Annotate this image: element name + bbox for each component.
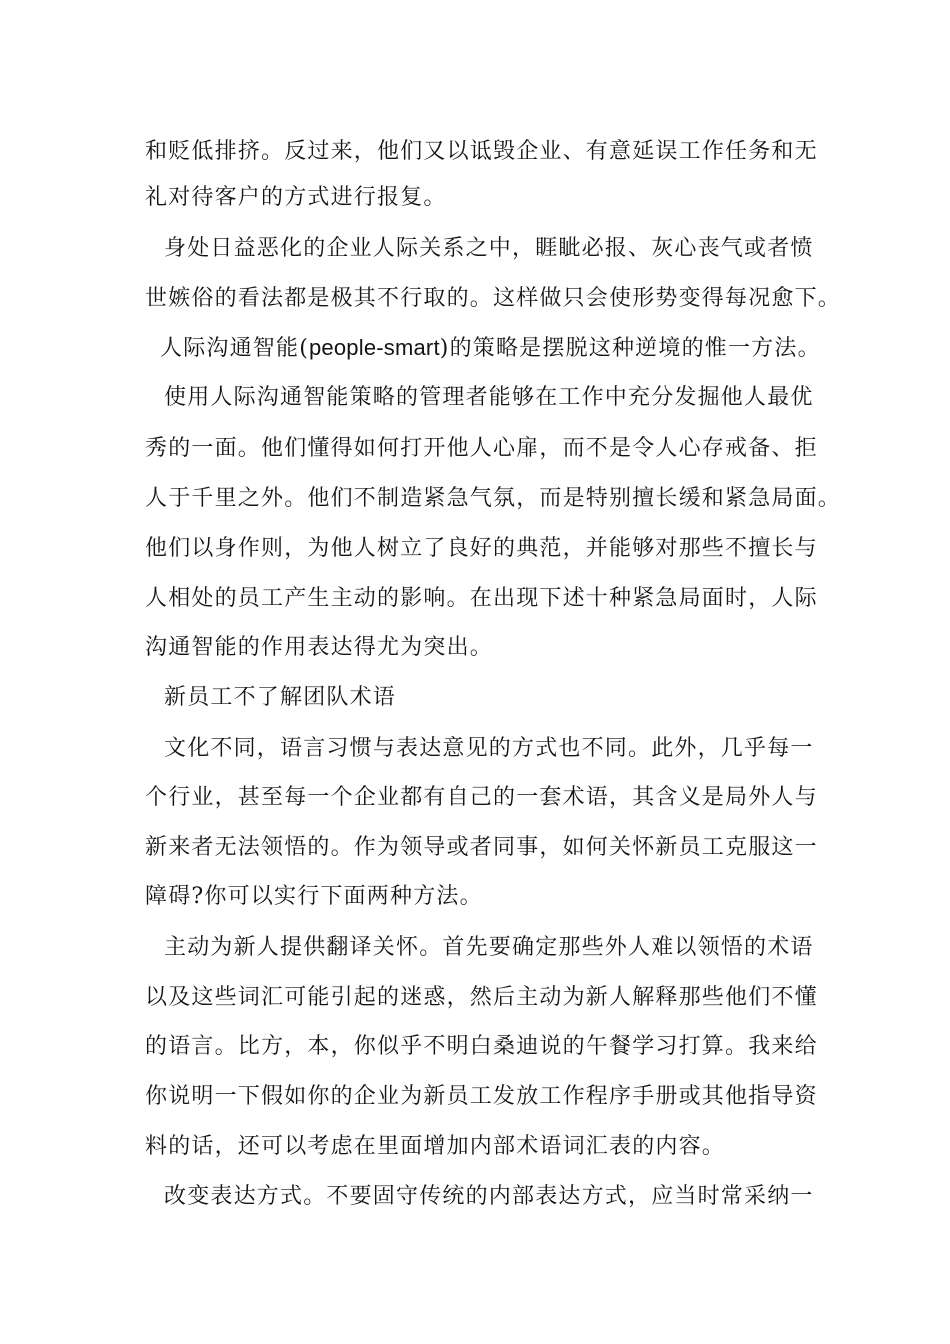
paragraph-line: 和贬低排挤。反过来，他们又以诋毁企业、有意延误工作任务和无 [145,139,818,164]
people-smart-prefix: 人际沟通智能( [160,336,309,361]
paragraph-line: 沟通智能的作用表达得尤为突出。 [145,635,494,660]
paragraph-line: 料的话，还可以考虑在里面增加内部术语词汇表的内容。 [145,1134,726,1159]
paragraph-line: 个行业，甚至每一个企业都有自己的一套术语，其含义是局外人与 [145,785,818,810]
people-smart-suffix: )的策略是摆脱这种逆境的惟一方法。 [439,336,821,361]
paragraph-line: 障碍?你可以实行下面两种方法。 [145,884,483,909]
paragraph-line: 人相处的员工产生主动的影响。在出现下述十种紧急局面时，人际 [145,586,818,611]
people-smart-term: people-smart [308,335,440,360]
paragraph-line [160,333,821,364]
paragraph-line: 人于千里之外。他们不制造紧急气氛，而是特别擅长缓和紧急局面。 [145,486,842,511]
paragraph-line: 新来者无法领悟的。作为领导或者同事，如何关怀新员工克服这一 [145,835,818,860]
paragraph-line: 秀的一面。他们懂得如何打开他人心扉，而不是令人心存戒备、拒 [145,436,818,461]
paragraph-line: 使用人际沟通智能策略的管理者能够在工作中充分发掘他人最优 [164,385,814,410]
paragraph-line: 文化不同，语言习惯与表达意见的方式也不同。此外，几乎每一 [164,736,814,761]
paragraph-line: 世嫉俗的看法都是极其不行取的。这样做只会使形势变得每况愈下。 [145,286,842,311]
paragraph-line: 他们以身作则，为他人树立了良好的典范，并能够对那些不擅长与 [145,536,818,561]
paragraph-line: 主动为新人提供翻译关怀。首先要确定那些外人难以领悟的术语 [164,935,814,960]
paragraph-line: 改变表达方式。不要固守传统的内部表达方式，应当时常采纳一 [164,1184,814,1209]
section-heading: 新员工不了解团队术语 [164,685,397,710]
paragraph-line: 身处日益恶化的企业人际关系之中，睚眦必报、灰心丧气或者愤 [164,236,814,261]
paragraph-line: 的语言。比方，本，你似乎不明白桑迪说的午餐学习打算。我来给 [145,1034,818,1059]
paragraph-line: 以及这些词汇可能引起的迷惑，然后主动为新人解释那些他们不懂 [145,985,818,1010]
paragraph-line: 你说明一下假如你的企业为新员工发放工作程序手册或其他指导资 [145,1084,818,1109]
paragraph-line: 礼对待客户的方式进行报复。 [145,185,447,210]
